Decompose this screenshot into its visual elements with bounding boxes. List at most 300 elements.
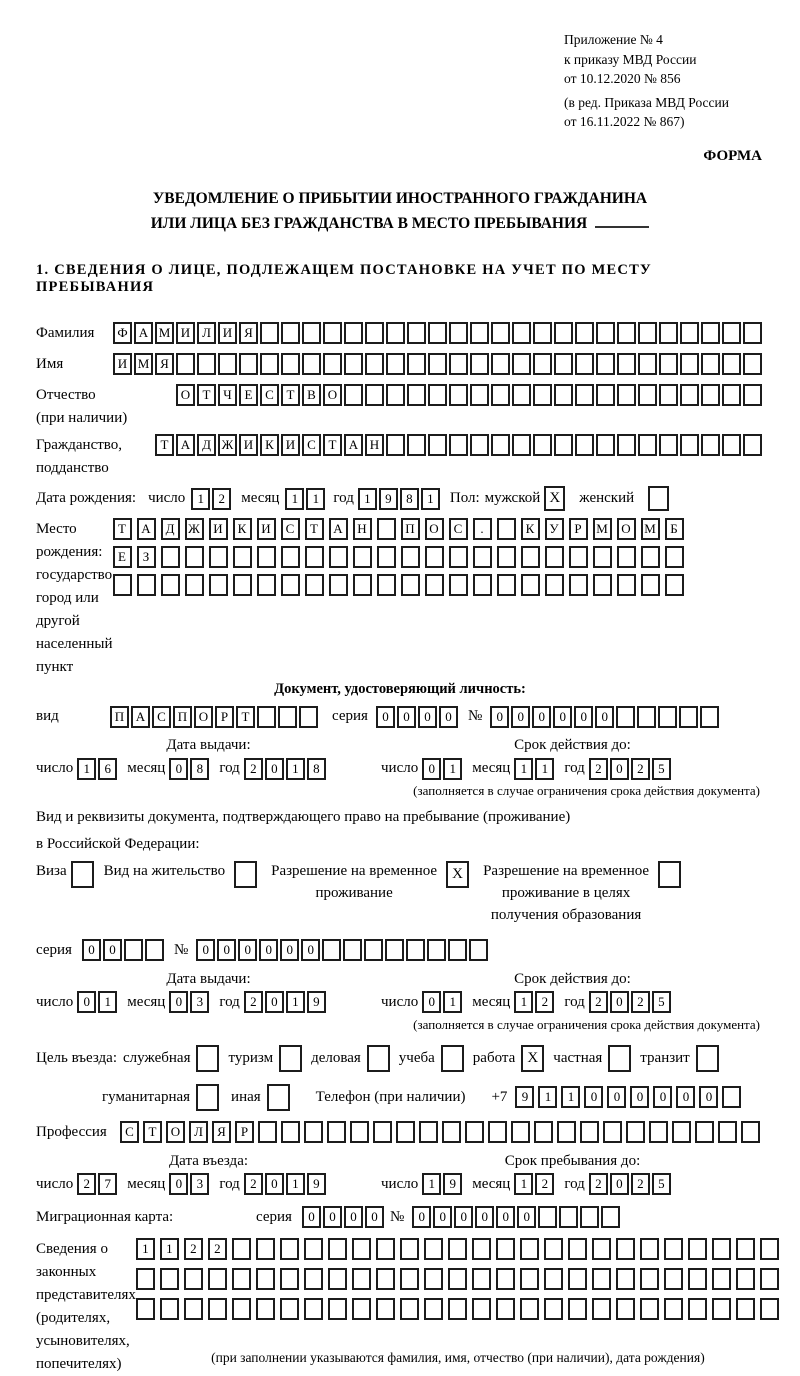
char-box[interactable]: Т [143,1121,162,1143]
char-box[interactable]: 0 [532,706,551,728]
char-box[interactable] [185,546,204,568]
char-box[interactable] [596,434,615,456]
char-box[interactable] [512,434,531,456]
char-box[interactable] [616,1268,635,1290]
char-box[interactable] [280,1238,299,1260]
char-box[interactable] [701,434,720,456]
char-box[interactable] [521,574,540,596]
char-box[interactable] [373,1121,392,1143]
char-box[interactable] [488,1121,507,1143]
char-box[interactable]: 5 [652,758,671,780]
char-box[interactable] [353,546,372,568]
char-box[interactable]: 9 [443,1173,462,1195]
char-box[interactable]: 0 [630,1086,649,1108]
char-box[interactable] [280,1268,299,1290]
char-box[interactable] [491,353,510,375]
char-box[interactable] [496,1298,515,1320]
char-box[interactable]: М [155,322,174,344]
char-box[interactable] [617,434,636,456]
purpose-tourism-checkbox[interactable] [279,1045,302,1072]
char-box[interactable] [260,353,279,375]
char-box[interactable] [616,1238,635,1260]
char-box[interactable] [533,322,552,344]
char-box[interactable]: 1 [77,758,96,780]
char-box[interactable]: 0 [397,706,416,728]
char-box[interactable] [616,1298,635,1320]
char-box[interactable] [400,1268,419,1290]
char-box[interactable] [617,322,636,344]
char-box[interactable]: 0 [610,758,629,780]
char-box[interactable]: 1 [286,1173,305,1195]
char-box[interactable] [637,706,656,728]
char-box[interactable] [472,1268,491,1290]
char-box[interactable] [641,574,660,596]
char-box[interactable]: 0 [103,939,122,961]
char-box[interactable]: 0 [418,706,437,728]
char-box[interactable] [592,1298,611,1320]
char-box[interactable] [407,434,426,456]
char-box[interactable]: 0 [699,1086,718,1108]
char-box[interactable] [638,434,657,456]
char-box[interactable]: 1 [514,1173,533,1195]
char-box[interactable]: И [257,518,276,540]
purpose-transit-checkbox[interactable] [696,1045,719,1072]
char-box[interactable]: 2 [244,991,263,1013]
char-box[interactable] [406,939,425,961]
char-box[interactable] [256,1268,275,1290]
char-box[interactable]: Н [365,434,384,456]
char-box[interactable]: 8 [190,758,209,780]
char-box[interactable] [425,574,444,596]
char-box[interactable]: 2 [589,991,608,1013]
char-box[interactable] [470,353,489,375]
char-box[interactable] [491,434,510,456]
char-box[interactable] [569,546,588,568]
char-box[interactable]: 0 [490,706,509,728]
char-box[interactable] [520,1298,539,1320]
char-box[interactable] [736,1238,755,1260]
char-box[interactable] [538,1206,557,1228]
char-box[interactable]: 0 [511,706,530,728]
char-box[interactable]: А [134,322,153,344]
char-box[interactable] [396,1121,415,1143]
char-box[interactable] [386,322,405,344]
char-box[interactable]: Т [197,384,216,406]
char-box[interactable] [575,322,594,344]
char-box[interactable] [664,1238,683,1260]
char-box[interactable] [760,1298,779,1320]
char-box[interactable]: 2 [535,1173,554,1195]
char-box[interactable] [743,322,762,344]
char-box[interactable] [575,353,594,375]
char-box[interactable] [640,1238,659,1260]
char-box[interactable]: 0 [574,706,593,728]
char-box[interactable] [496,1268,515,1290]
char-box[interactable]: 1 [443,758,462,780]
char-box[interactable]: Е [113,546,132,568]
char-box[interactable] [575,434,594,456]
char-box[interactable] [544,1268,563,1290]
char-box[interactable]: М [641,518,660,540]
char-box[interactable]: Т [323,434,342,456]
char-box[interactable] [327,1121,346,1143]
char-box[interactable] [640,1298,659,1320]
char-box[interactable] [428,353,447,375]
char-box[interactable] [722,434,741,456]
char-box[interactable]: 0 [475,1206,494,1228]
char-box[interactable]: И [239,434,258,456]
char-box[interactable]: И [113,353,132,375]
char-box[interactable]: 0 [217,939,236,961]
char-box[interactable]: 1 [538,1086,557,1108]
char-box[interactable] [145,939,164,961]
char-box[interactable]: С [120,1121,139,1143]
char-box[interactable] [520,1268,539,1290]
char-box[interactable] [113,574,132,596]
char-box[interactable] [592,1268,611,1290]
char-box[interactable]: 0 [496,1206,515,1228]
char-box[interactable]: 9 [379,488,398,510]
char-box[interactable]: 0 [265,991,284,1013]
char-box[interactable] [580,1206,599,1228]
char-box[interactable] [617,574,636,596]
char-box[interactable]: Р [569,518,588,540]
char-box[interactable] [760,1268,779,1290]
char-box[interactable] [386,353,405,375]
char-box[interactable] [281,574,300,596]
char-box[interactable] [344,322,363,344]
purpose-business-checkbox[interactable] [367,1045,390,1072]
char-box[interactable] [400,1298,419,1320]
char-box[interactable] [448,1238,467,1260]
char-box[interactable]: 2 [631,991,650,1013]
char-box[interactable] [257,574,276,596]
char-box[interactable] [184,1268,203,1290]
char-box[interactable] [701,384,720,406]
char-box[interactable] [533,384,552,406]
char-box[interactable] [638,384,657,406]
char-box[interactable] [712,1238,731,1260]
char-box[interactable]: П [401,518,420,540]
char-box[interactable] [491,322,510,344]
char-box[interactable] [344,384,363,406]
temp-permit-checkbox[interactable]: X [446,861,469,888]
char-box[interactable] [672,1121,691,1143]
char-box[interactable] [470,384,489,406]
char-box[interactable]: 0 [584,1086,603,1108]
char-box[interactable]: 0 [169,758,188,780]
char-box[interactable] [256,1238,275,1260]
char-box[interactable] [328,1268,347,1290]
char-box[interactable] [376,1268,395,1290]
char-box[interactable] [743,384,762,406]
char-box[interactable] [364,939,383,961]
purpose-other-checkbox[interactable] [267,1084,290,1111]
residence-permit-checkbox[interactable] [234,861,257,888]
char-box[interactable] [343,939,362,961]
char-box[interactable] [256,1298,275,1320]
char-box[interactable] [424,1298,443,1320]
char-box[interactable]: 2 [589,1173,608,1195]
char-box[interactable] [305,546,324,568]
char-box[interactable]: 0 [77,991,96,1013]
char-box[interactable] [449,546,468,568]
char-box[interactable] [596,384,615,406]
char-box[interactable] [377,518,396,540]
char-box[interactable] [568,1238,587,1260]
purpose-humanitarian-checkbox[interactable] [196,1084,219,1111]
char-box[interactable] [603,1121,622,1143]
char-box[interactable] [376,1298,395,1320]
char-box[interactable]: Я [155,353,174,375]
char-box[interactable]: 2 [212,488,231,510]
char-box[interactable] [664,1298,683,1320]
char-box[interactable] [353,574,372,596]
char-box[interactable]: 3 [190,1173,209,1195]
char-box[interactable] [521,546,540,568]
char-box[interactable] [218,353,237,375]
char-box[interactable] [659,322,678,344]
char-box[interactable] [617,353,636,375]
char-box[interactable] [688,1238,707,1260]
char-box[interactable] [593,574,612,596]
char-box[interactable]: 1 [136,1238,155,1260]
char-box[interactable] [376,1238,395,1260]
char-box[interactable] [299,706,318,728]
char-box[interactable] [124,939,143,961]
char-box[interactable] [554,384,573,406]
char-box[interactable]: 3 [190,991,209,1013]
char-box[interactable] [424,1238,443,1260]
char-box[interactable] [511,1121,530,1143]
char-box[interactable] [419,1121,438,1143]
char-box[interactable] [176,353,195,375]
char-box[interactable]: И [218,322,237,344]
char-box[interactable] [304,1238,323,1260]
char-box[interactable]: 0 [610,991,629,1013]
char-box[interactable]: К [521,518,540,540]
char-box[interactable]: А [137,518,156,540]
char-box[interactable]: 2 [589,758,608,780]
female-checkbox[interactable] [648,486,669,511]
char-box[interactable] [401,574,420,596]
char-box[interactable]: Ф [113,322,132,344]
char-box[interactable] [278,706,297,728]
char-box[interactable]: 0 [344,1206,363,1228]
char-box[interactable] [712,1298,731,1320]
char-box[interactable] [641,546,660,568]
char-box[interactable]: 2 [535,991,554,1013]
char-box[interactable] [701,353,720,375]
char-box[interactable] [617,546,636,568]
char-box[interactable]: В [302,384,321,406]
char-box[interactable] [592,1238,611,1260]
char-box[interactable] [427,939,446,961]
char-box[interactable] [695,1121,714,1143]
char-box[interactable]: 0 [595,706,614,728]
char-box[interactable] [160,1268,179,1290]
char-box[interactable]: А [176,434,195,456]
char-box[interactable] [344,353,363,375]
char-box[interactable]: 0 [365,1206,384,1228]
char-box[interactable]: 6 [98,758,117,780]
char-box[interactable] [197,353,216,375]
char-box[interactable] [350,1121,369,1143]
char-box[interactable]: К [233,518,252,540]
char-box[interactable] [512,384,531,406]
char-box[interactable] [448,1268,467,1290]
char-box[interactable] [161,546,180,568]
char-box[interactable] [722,384,741,406]
char-box[interactable] [658,706,677,728]
char-box[interactable] [533,353,552,375]
char-box[interactable]: М [593,518,612,540]
char-box[interactable] [449,353,468,375]
char-box[interactable] [185,574,204,596]
char-box[interactable] [722,353,741,375]
char-box[interactable] [616,706,635,728]
char-box[interactable] [700,706,719,728]
char-box[interactable] [559,1206,578,1228]
char-box[interactable]: 0 [376,706,395,728]
char-box[interactable]: Н [353,518,372,540]
char-box[interactable] [473,574,492,596]
char-box[interactable]: 0 [676,1086,695,1108]
char-box[interactable]: А [329,518,348,540]
char-box[interactable] [722,322,741,344]
char-box[interactable] [161,574,180,596]
char-box[interactable] [688,1298,707,1320]
char-box[interactable] [544,1238,563,1260]
purpose-study-checkbox[interactable] [441,1045,464,1072]
char-box[interactable]: А [131,706,150,728]
char-box[interactable] [281,1121,300,1143]
char-box[interactable] [596,322,615,344]
char-box[interactable]: Т [155,434,174,456]
char-box[interactable] [233,574,252,596]
char-box[interactable] [557,1121,576,1143]
char-box[interactable] [743,353,762,375]
char-box[interactable]: 5 [652,1173,671,1195]
char-box[interactable] [741,1121,760,1143]
char-box[interactable] [680,434,699,456]
char-box[interactable] [469,939,488,961]
char-box[interactable] [442,1121,461,1143]
char-box[interactable]: 9 [307,1173,326,1195]
char-box[interactable]: И [281,434,300,456]
char-box[interactable] [664,1268,683,1290]
char-box[interactable]: 0 [302,1206,321,1228]
char-box[interactable] [352,1268,371,1290]
char-box[interactable] [208,1268,227,1290]
char-box[interactable] [281,546,300,568]
char-box[interactable] [496,1238,515,1260]
char-box[interactable]: Т [236,706,255,728]
char-box[interactable] [329,574,348,596]
char-box[interactable]: 0 [607,1086,626,1108]
char-box[interactable]: Д [161,518,180,540]
char-box[interactable]: С [260,384,279,406]
char-box[interactable]: 2 [244,1173,263,1195]
char-box[interactable]: Ж [218,434,237,456]
char-box[interactable] [718,1121,737,1143]
char-box[interactable] [665,546,684,568]
char-box[interactable]: 0 [238,939,257,961]
char-box[interactable] [679,706,698,728]
char-box[interactable] [449,384,468,406]
char-box[interactable] [137,574,156,596]
char-box[interactable] [638,322,657,344]
char-box[interactable]: 1 [514,758,533,780]
char-box[interactable] [497,574,516,596]
char-box[interactable]: 2 [208,1238,227,1260]
char-box[interactable]: 0 [433,1206,452,1228]
char-box[interactable] [136,1298,155,1320]
char-box[interactable] [701,322,720,344]
char-box[interactable]: Р [215,706,234,728]
char-box[interactable]: 1 [306,488,325,510]
char-box[interactable] [400,1238,419,1260]
char-box[interactable]: . [473,518,492,540]
char-box[interactable]: 2 [184,1238,203,1260]
char-box[interactable] [626,1121,645,1143]
char-box[interactable] [365,384,384,406]
char-box[interactable]: З [137,546,156,568]
char-box[interactable] [601,1206,620,1228]
char-box[interactable]: И [176,322,195,344]
char-box[interactable] [617,384,636,406]
char-box[interactable]: Т [113,518,132,540]
char-box[interactable]: П [173,706,192,728]
char-box[interactable]: 2 [631,758,650,780]
char-box[interactable]: И [209,518,228,540]
char-box[interactable]: О [194,706,213,728]
char-box[interactable]: 1 [421,488,440,510]
char-box[interactable]: П [110,706,129,728]
char-box[interactable]: Ч [218,384,237,406]
char-box[interactable] [209,574,228,596]
char-box[interactable]: О [166,1121,185,1143]
char-box[interactable]: 0 [454,1206,473,1228]
char-box[interactable]: 0 [323,1206,342,1228]
char-box[interactable] [352,1298,371,1320]
char-box[interactable]: 1 [443,991,462,1013]
char-box[interactable] [304,1298,323,1320]
char-box[interactable] [760,1238,779,1260]
char-box[interactable]: С [449,518,468,540]
char-box[interactable] [512,353,531,375]
char-box[interactable]: 5 [652,991,671,1013]
char-box[interactable]: 1 [286,758,305,780]
char-box[interactable]: Л [197,322,216,344]
char-box[interactable] [209,546,228,568]
char-box[interactable] [640,1268,659,1290]
char-box[interactable] [257,706,276,728]
char-box[interactable] [232,1238,251,1260]
char-box[interactable]: Т [281,384,300,406]
char-box[interactable]: О [617,518,636,540]
char-box[interactable] [233,546,252,568]
char-box[interactable]: 1 [160,1238,179,1260]
char-box[interactable] [554,434,573,456]
char-box[interactable] [449,574,468,596]
char-box[interactable] [465,1121,484,1143]
char-box[interactable]: 1 [535,758,554,780]
char-box[interactable]: 0 [422,758,441,780]
char-box[interactable]: Л [189,1121,208,1143]
char-box[interactable]: 9 [307,991,326,1013]
char-box[interactable] [638,353,657,375]
